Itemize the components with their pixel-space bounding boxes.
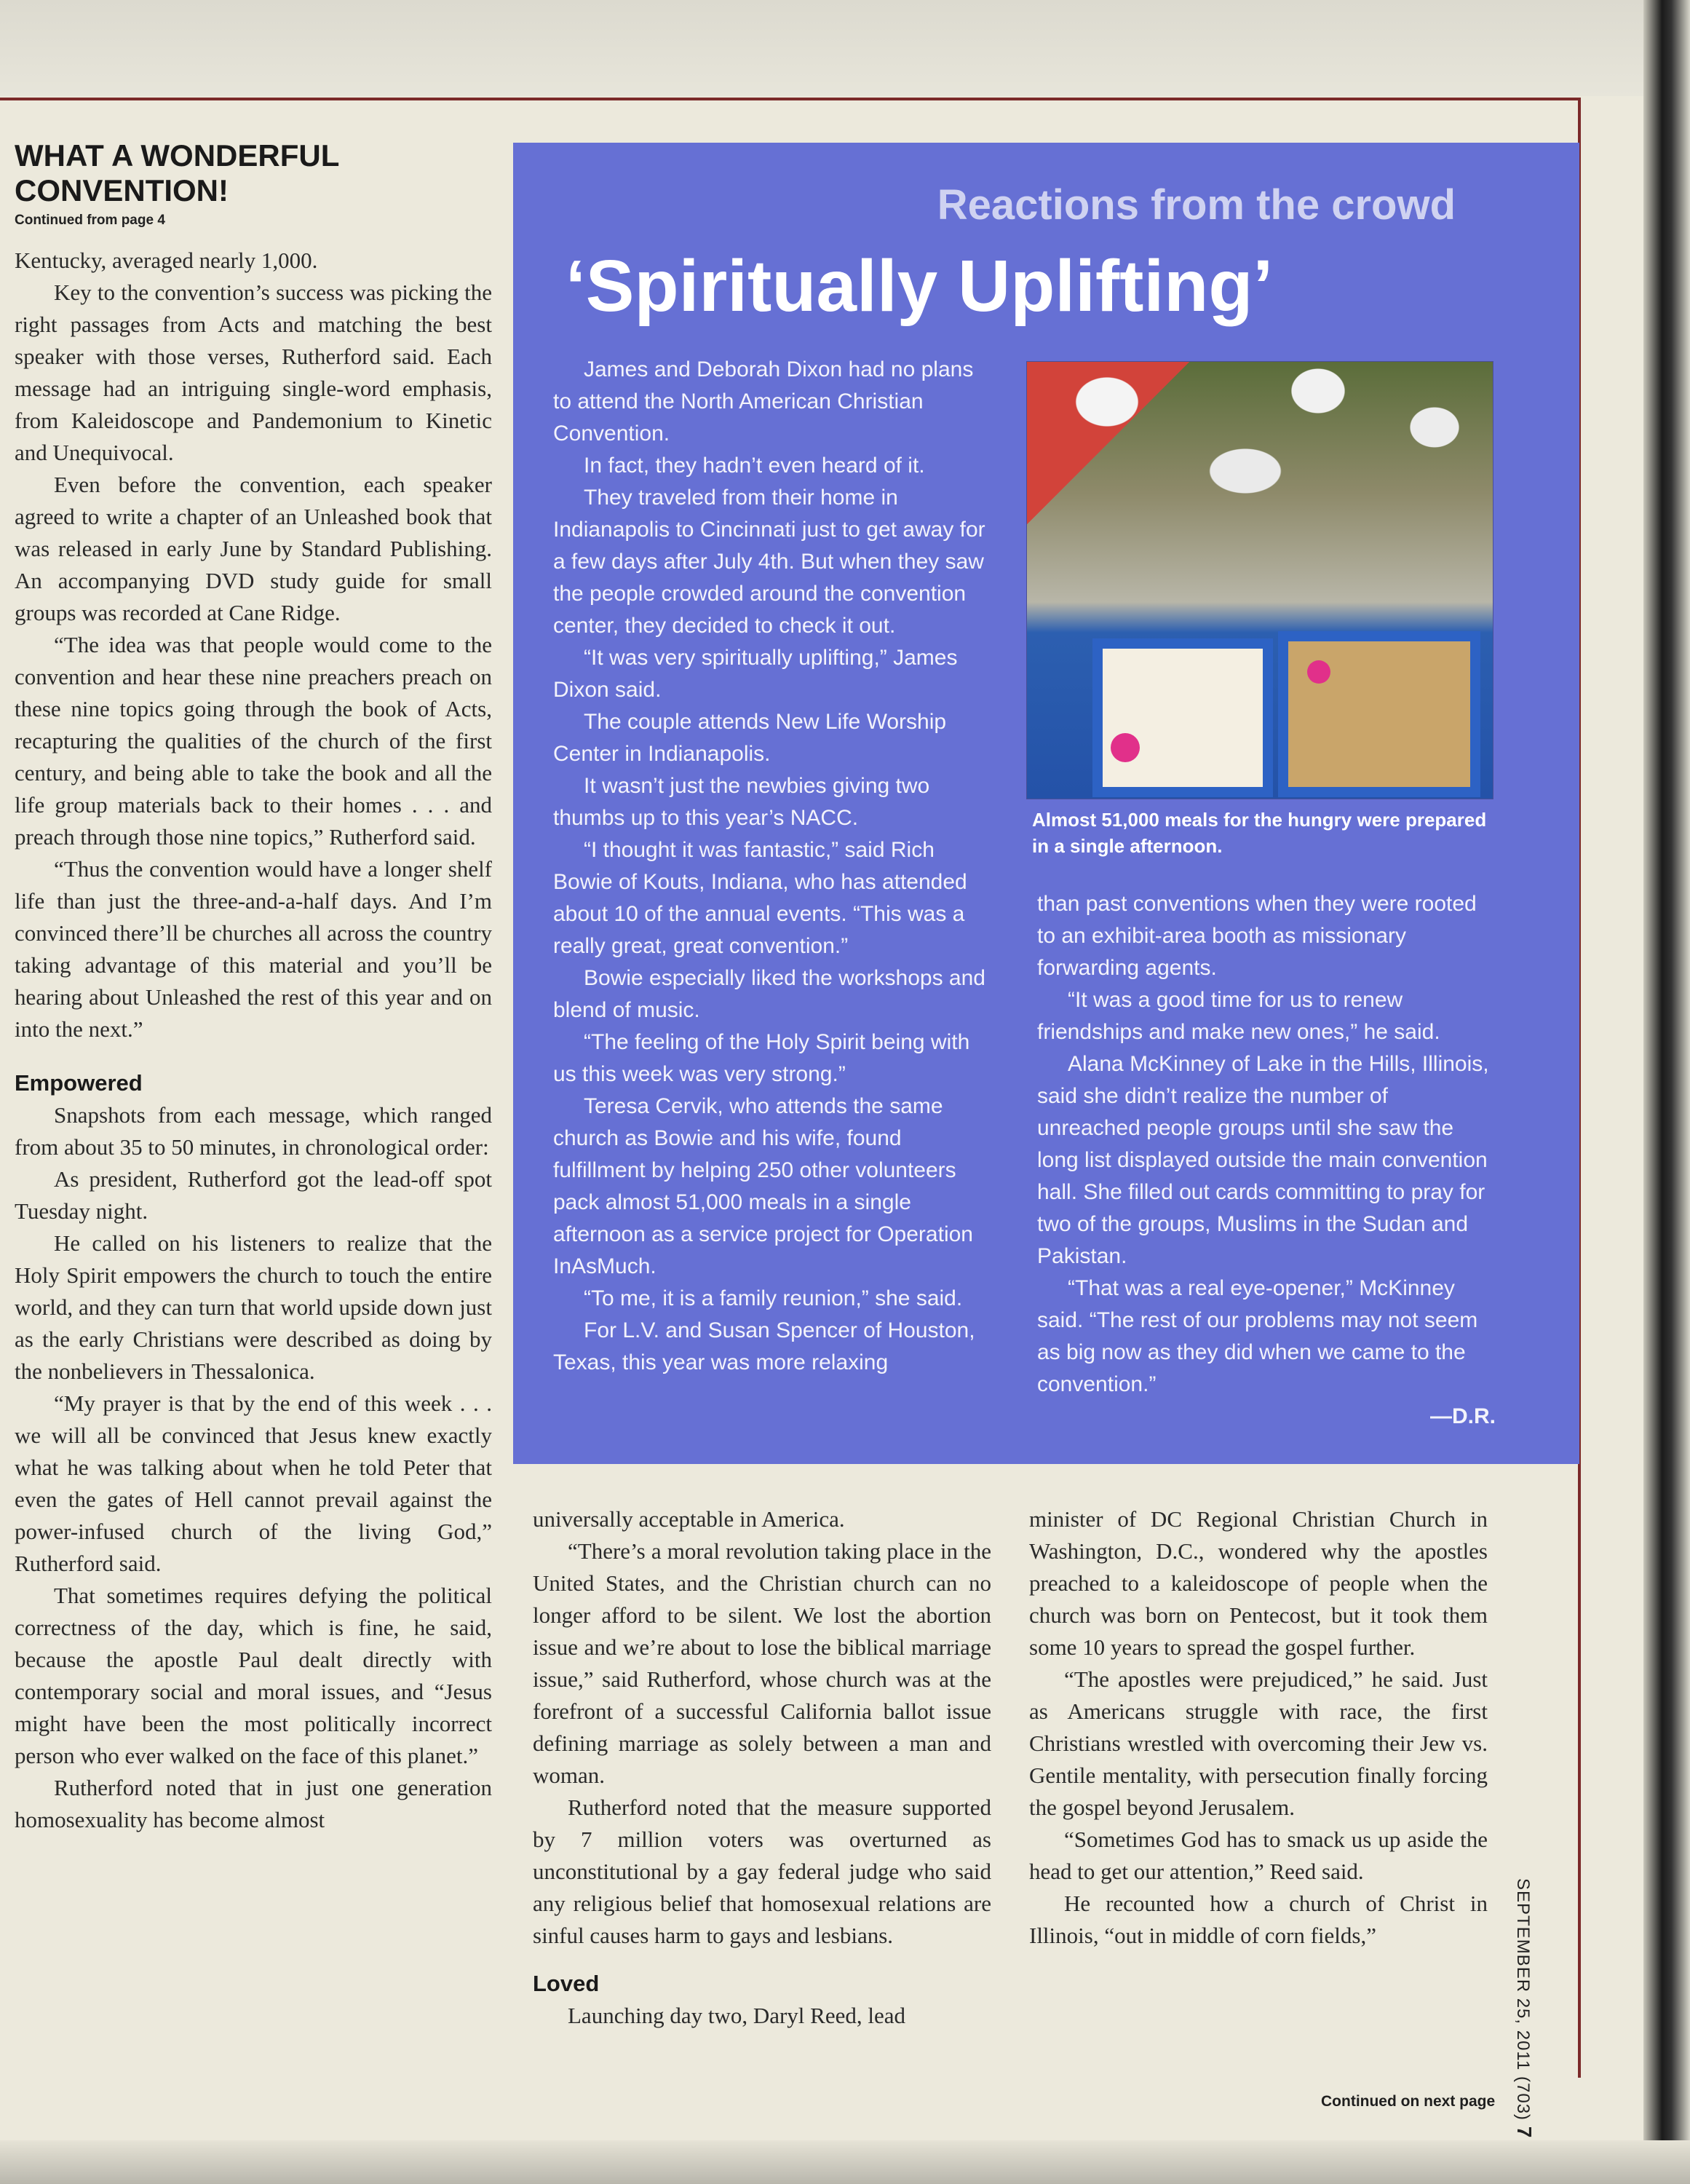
page-folio xyxy=(1504,1878,1536,2140)
sidebar-kicker: Reactions from the crowd xyxy=(937,181,1456,229)
sidebar-column-1 xyxy=(553,354,990,1379)
paragraph: “There’s a moral revolution taking place in the United States, and the Christian church can no longer afford to be silent. We lost the abortion issue and we’re about to lose the biblical marriage issue,” said Rutherford, whose church was at the forefront of a successful California ballot issue defining marriage as solely between a man and woman. xyxy=(533,1538,991,1788)
sidebar-paragraph: “The feeling of the Holy Spirit being with us this week was very strong.” xyxy=(553,1030,970,1086)
sidebar-signature: —D.R. xyxy=(1430,1404,1496,1428)
paragraph: “The apostles were prejudiced,” he said. Just as Americans struggle with race, the first Christians wrestled with overcoming their Jew vs. Gentile mentality, with persecution finally forcing the gospel beyond Jerusalem. xyxy=(1029,1666,1488,1820)
sidebar-paragraph: “It was a good time for us to renew friendships and make new ones,” he said. xyxy=(1037,988,1440,1044)
bottom-edge xyxy=(0,2140,1690,2184)
paragraph: Rutherford noted that in just one generation homosexuality has become almost xyxy=(15,1775,492,1832)
paragraph: “Thus the convention would have a longer shelf life than just the three-and-a-half days. And I’m convinced there’ll be churches all across the country taking advantage of this material and you’ll be hearing about Unleashed the rest of this year and on into the next.” xyxy=(15,856,492,1042)
page-number: 7 xyxy=(1513,2126,1536,2139)
paragraph: That sometimes requires defying the political correctness of the day, which is fine, he said, because the apostle Paul dealt directly with contemporary social and moral issues, and “Jesus might have been the most politically incorrect person who ever walked on the face of this planet.” xyxy=(15,1583,492,1768)
scoop-cup xyxy=(1111,733,1140,762)
story-kicker xyxy=(15,138,492,208)
sidebar-paragraph: Teresa Cervik, who attends the same church as Bowie and his wife, found fulfillment by helping 250 other volunteers pack almost 51,000 meals in a single afternoon as a service project for Operation InAsMuch. xyxy=(553,1094,973,1278)
continued-from-label: Continued from page 4 xyxy=(15,213,165,228)
paragraph: “My prayer is that by the end of this week . . . we will all be convinced that Jesus knew exactly what he was talking about when he told Peter that even the gates of Hell cannot prevail against the power-infused church of the living God,” Rutherford said. xyxy=(15,1390,492,1576)
right-column xyxy=(1029,1503,1488,1952)
paragraph: minister of DC Regional Christian Church in Washington, D.C., wondered why the apostles preached to a kaleidoscope of people when the church was born on Pentecost, but it took them some 10 years to spread the gospel further. xyxy=(1029,1506,1488,1660)
kicker-line-2: CONVENTION! xyxy=(15,173,229,207)
book-spine xyxy=(1643,0,1690,2184)
scan-margin xyxy=(0,0,1690,96)
sidebar-paragraph: “That was a real eye-opener,” McKinney said. “The rest of our problems may not seem as big now as they did when we came to the convention.” xyxy=(1037,1276,1478,1396)
sidebar-paragraph: They traveled from their home in Indianapolis to Cincinnati just to get away for a few days after July 4th. But when they saw the people crowded around the convention center, they decided to check it out. xyxy=(553,486,985,638)
folio-date: SEPTEMBER 25, 2011 (703) xyxy=(1513,1878,1533,2121)
sidebar-paragraph: The couple attends New Life Worship Center in Indianapolis. xyxy=(553,710,947,766)
paragraph: Launching day two, Daryl Reed, lead xyxy=(568,2003,905,2028)
photo-caption: Almost 51,000 meals for the hungry were prepared in a single afternoon. xyxy=(1032,809,1487,857)
volunteers-photo xyxy=(1026,361,1493,799)
sidebar-paragraph: James and Deborah Dixon had no plans to attend the North American Christian Convention. xyxy=(553,357,974,446)
paragraph: Even before the convention, each speaker agreed to write a chapter of an Unleashed book that was released in early June by Standard Publishing. An accompanying DVD study guide for small groups was recorded at Cane Ridge. xyxy=(15,472,492,625)
paragraph: Key to the convention’s success was picking the right passages from Acts and matching the best speaker with those verses, Rutherford said. Each message had an intriguing single-word emphasis, from Kaleidoscope and Pandemonium to Kinetic and Unequivocal. xyxy=(15,280,492,465)
sidebar-column-2 xyxy=(1037,888,1496,1433)
top-rule xyxy=(0,98,1581,100)
sidebar-paragraph: It wasn’t just the newbies giving two thumbs up to this year’s NACC. xyxy=(553,774,930,830)
left-column xyxy=(15,138,492,1836)
kicker-line-1: WHAT A WONDERFUL xyxy=(15,138,340,173)
subhead-empowered: Empowered xyxy=(15,1070,143,1096)
paragraph: Snapshots from each message, which ranged from about 35 to 50 minutes, in chronological order: xyxy=(15,1102,492,1160)
sidebar-paragraph: Bowie especially liked the workshops and blend of music. xyxy=(553,966,985,1022)
paragraph: He recounted how a church of Christ in Illinois, “out in middle of corn fields,” xyxy=(1029,1891,1488,1948)
scoop-cup xyxy=(1307,660,1330,684)
paragraph: Kentucky, averaged nearly 1,000. xyxy=(15,248,318,273)
paragraph: Rutherford noted that the measure supported by 7 million voters was overturned as unconstitutional by a gay federal judge who said any religious belief that homosexual relations are sinful causes harm to gays and lesbians. xyxy=(533,1795,991,1948)
left-body xyxy=(15,245,492,1836)
sidebar-paragraph: “I thought it was fantastic,” said Rich Bowie of Kouts, Indiana, who has attended about 10 of the annual events. “This was a really great, great convention.” xyxy=(553,838,967,958)
sidebar-paragraph: than past conventions when they were rooted to an exhibit-area booth as missionary forwarding agents. xyxy=(1037,892,1477,980)
sidebar-box xyxy=(513,143,1579,1464)
sidebar-paragraph: For L.V. and Susan Spencer of Houston, Texas, this year was more relaxing xyxy=(553,1318,975,1374)
paragraph: universally acceptable in America. xyxy=(533,1506,845,1532)
sidebar-paragraph: In fact, they hadn’t even heard of it. xyxy=(584,454,925,478)
sidebar-title: ‘Spiritually Uplifting’ xyxy=(566,245,1274,327)
paragraph: He called on his listeners to realize that the Holy Spirit empowers the church to touch the entire world, and they can turn that world upside down just as the early Christians were described as doing by the nonbelievers in Thessalonica. xyxy=(15,1230,492,1384)
sidebar-paragraph: Alana McKinney of Lake in the Hills, Illinois, said she didn’t realize the number of unreached people groups until she saw the long list displayed outside the main convention hall. She filled out cards committing to pray for two of the groups, Muslims in the Sudan and Pakistan. xyxy=(1037,1052,1489,1268)
sidebar-paragraph: “It was very spiritually uplifting,” James Dixon said. xyxy=(553,646,958,702)
paragraph: “Sometimes God has to smack us up aside the head to get our attention,” Reed said. xyxy=(1029,1827,1488,1884)
grain-tub xyxy=(1278,631,1480,797)
middle-column xyxy=(533,1503,991,2032)
sidebar-paragraph: “To me, it is a family reunion,” she said. xyxy=(584,1286,963,1310)
paragraph: As president, Rutherford got the lead-off spot Tuesday night. xyxy=(15,1166,492,1224)
subhead-loved: Loved xyxy=(533,1971,600,1996)
paragraph: “The idea was that people would come to the convention and hear these nine preachers preach on these nine topics going through the book of Acts, recapturing the qualities of the church of the first century, and being able to take the book and all the life group materials back to their homes . . . and preach through those nine topics,” Rutherford said. xyxy=(15,632,492,850)
continued-next-label: Continued on next page xyxy=(1321,2093,1496,2110)
rice-tub xyxy=(1092,638,1273,797)
